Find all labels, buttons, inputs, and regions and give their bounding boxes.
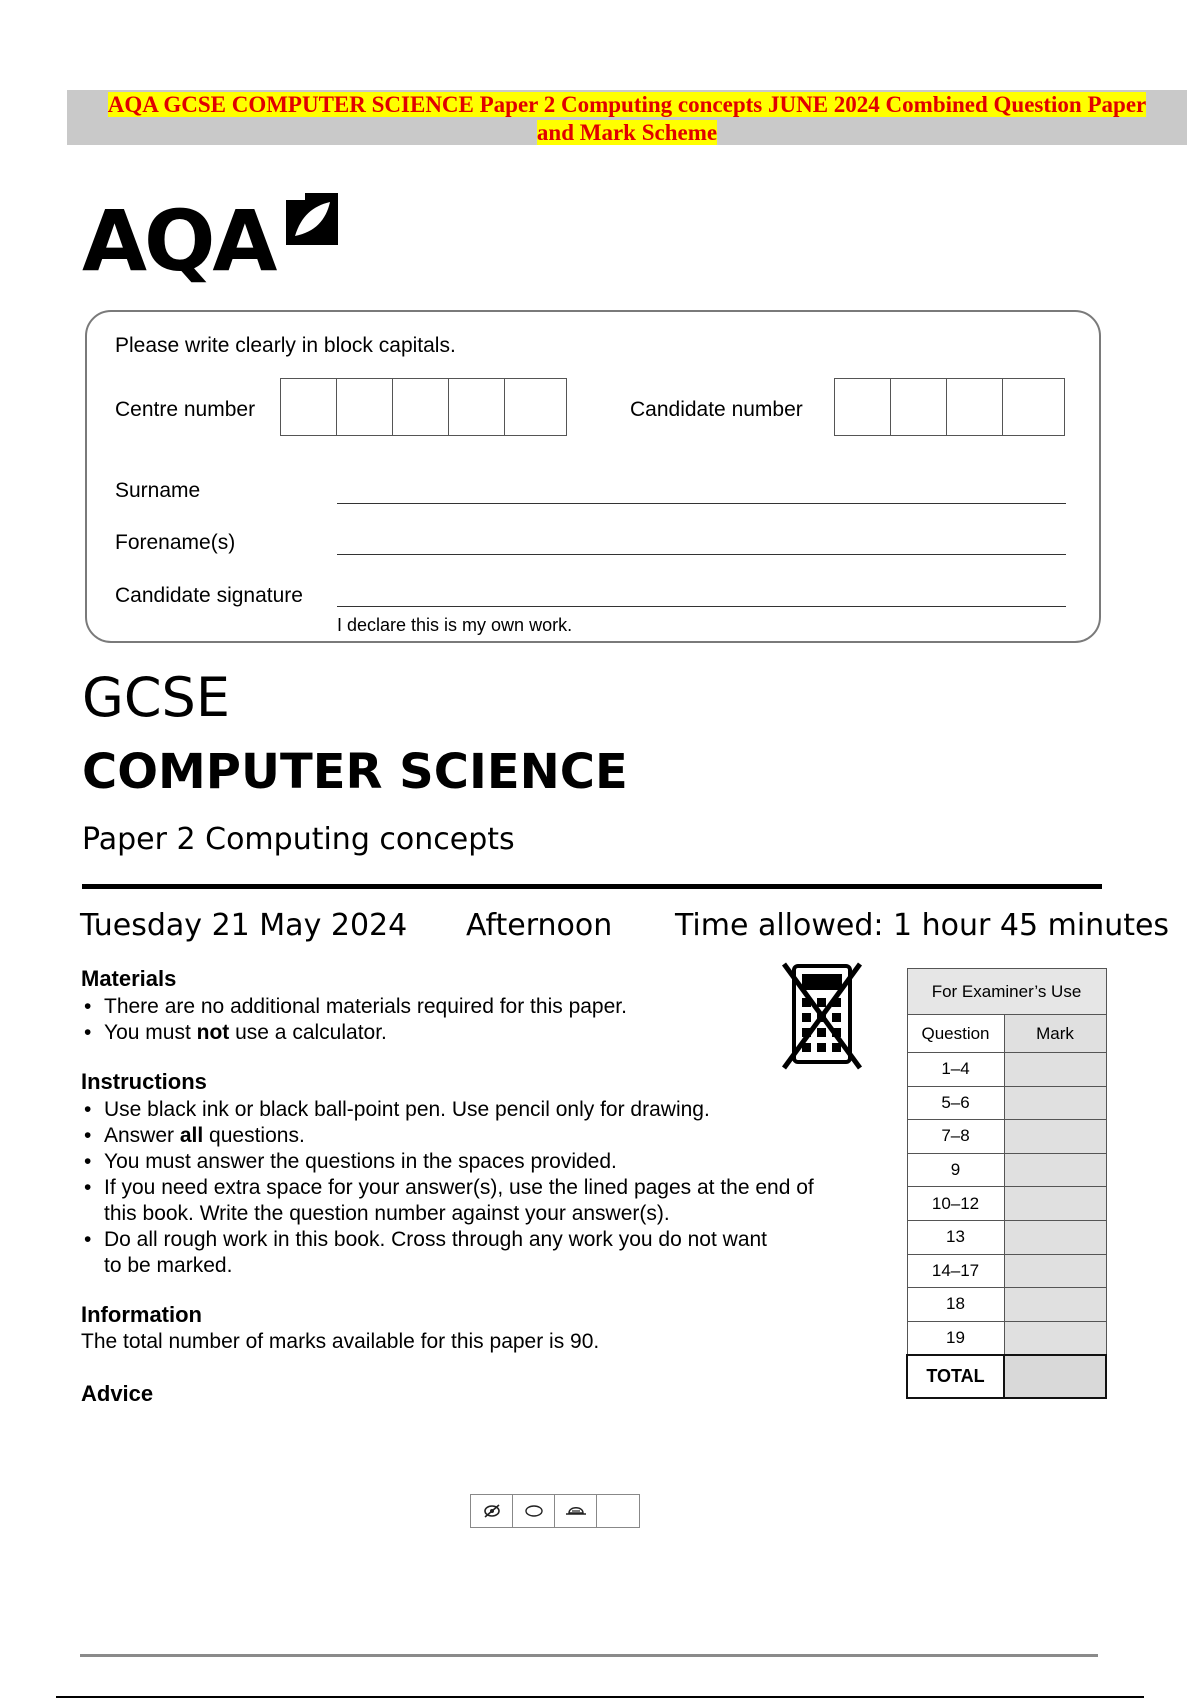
mark-cell[interactable]: [1004, 1321, 1106, 1355]
question-cell: 5–6: [907, 1086, 1004, 1120]
question-cell: 7–8: [907, 1120, 1004, 1154]
forename-line[interactable]: [337, 554, 1066, 555]
information-text: The total number of marks available for this paper is 90.: [81, 1330, 600, 1353]
mark-cell[interactable]: [1004, 1220, 1106, 1254]
signature-line[interactable]: [337, 606, 1066, 607]
centre-number-cell[interactable]: [393, 379, 449, 435]
list-item: • You must not use a calculator.: [81, 1020, 801, 1046]
block-capitals-instruction: Please write clearly in block capitals.: [115, 334, 456, 357]
list-item: • Answer all questions.: [81, 1123, 861, 1149]
column-header-mark: Mark: [1004, 1015, 1106, 1053]
mark-cell[interactable]: [1004, 1086, 1106, 1120]
list-item: • You must answer the questions in the spaces provided.: [81, 1149, 861, 1175]
question-cell: 13: [907, 1220, 1004, 1254]
question-cell: 14–17: [907, 1254, 1004, 1288]
question-cell: 18: [907, 1288, 1004, 1322]
aqa-logo: AQA: [82, 192, 275, 290]
qualification-title: GCSE: [82, 666, 230, 729]
banner-line-2: and Mark Scheme: [536, 120, 718, 145]
instructions-heading: Instructions: [81, 1069, 207, 1094]
mark-cell[interactable]: [1004, 1120, 1106, 1154]
signature-label: Candidate signature: [115, 584, 303, 607]
candidate-number-cell[interactable]: [835, 379, 891, 435]
no-eye-icon: [471, 1495, 513, 1527]
candidate-number-label: Candidate number: [630, 398, 803, 421]
centre-number-cell[interactable]: [281, 379, 337, 435]
centre-number-cell[interactable]: [337, 379, 393, 435]
list-item: • Use black ink or black ball-point pen. Use pencil only for drawing.: [81, 1097, 861, 1123]
forename-label: Forename(s): [115, 531, 236, 554]
blank-icon: [597, 1495, 639, 1527]
centre-number-cell[interactable]: [505, 379, 561, 435]
examiner-table-title: For Examiner’s Use: [907, 969, 1106, 1015]
centre-number-label: Centre number: [115, 398, 256, 421]
banner-line-1: AQA GCSE COMPUTER SCIENCE Paper 2 Computing concepts JUNE 2024 Combined Question Paper: [107, 92, 1147, 117]
centre-number-boxes: [280, 378, 567, 436]
title-divider: [82, 884, 1102, 889]
candidate-number-cell[interactable]: [1003, 379, 1059, 435]
materials-heading: Materials: [81, 966, 177, 991]
total-label: TOTAL: [907, 1355, 1004, 1398]
information-heading: Information: [81, 1302, 202, 1327]
surname-line[interactable]: [337, 503, 1066, 504]
no-calculator-icon: [780, 960, 864, 1072]
time-allowed: Time allowed: 1 hour 45 minutes: [675, 908, 1170, 943]
paper-title: Paper 2 Computing concepts: [82, 822, 515, 857]
exam-date: Tuesday 21 May 2024: [80, 908, 408, 943]
list-item: • Do all rough work in this book. Cross through any work you do not want to be marked.: [81, 1227, 861, 1279]
mark-cell[interactable]: [1004, 1288, 1106, 1322]
subject-title: COMPUTER SCIENCE: [82, 744, 628, 800]
candidate-number-boxes: [834, 378, 1065, 436]
advice-heading: Advice: [81, 1381, 154, 1406]
candidate-number-cell[interactable]: [947, 379, 1003, 435]
materials-list: [81, 994, 801, 1046]
page-bottom-edge: [56, 1696, 1144, 1698]
mark-cell[interactable]: [1004, 1153, 1106, 1187]
question-cell: 10–12: [907, 1187, 1004, 1221]
centre-number-cell[interactable]: [449, 379, 505, 435]
mark-cell[interactable]: [1004, 1254, 1106, 1288]
bottom-icon-strip: [470, 1494, 640, 1528]
declaration-text: I declare this is my own work.: [337, 615, 573, 635]
oval-icon: [513, 1495, 555, 1527]
column-header-question: Question: [907, 1015, 1004, 1053]
instructions-list: [81, 1097, 861, 1279]
question-cell: 19: [907, 1321, 1004, 1355]
exam-session: Afternoon: [466, 908, 613, 943]
hat-icon: [555, 1495, 597, 1527]
mark-cell[interactable]: [1004, 1187, 1106, 1221]
examiner-use-table: [906, 968, 1107, 1399]
list-item: • If you need extra space for your answer(s), use the lined pages at the end of this book. Write the question number against your answer(s).: [81, 1175, 861, 1227]
surname-label: Surname: [115, 479, 201, 502]
question-cell: 9: [907, 1153, 1004, 1187]
total-mark-cell[interactable]: [1004, 1355, 1106, 1398]
candidate-number-cell[interactable]: [891, 379, 947, 435]
header-banner: [67, 91, 1187, 147]
mark-cell[interactable]: [1004, 1053, 1106, 1087]
footer-divider: [80, 1654, 1098, 1657]
aqa-leaf-mark-icon: [283, 190, 341, 248]
list-item: • There are no additional materials required for this paper.: [81, 994, 801, 1020]
question-cell: 1–4: [907, 1053, 1004, 1087]
